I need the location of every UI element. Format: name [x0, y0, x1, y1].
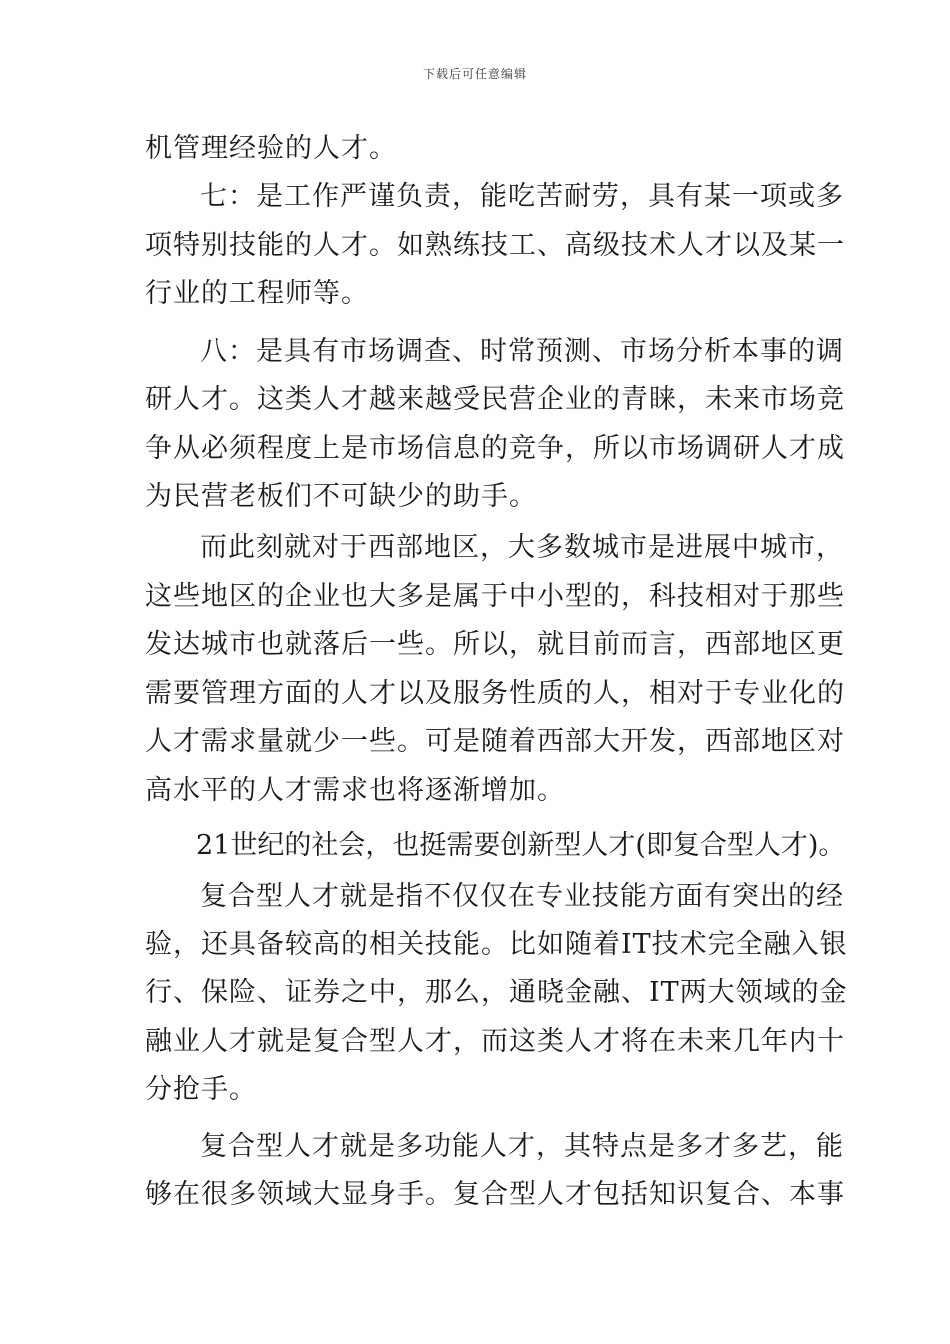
text-line: 行业的工程师等。 — [145, 278, 369, 309]
text-line: 机管理经验的人才。 — [145, 133, 397, 164]
text-line: 为民营老板们不可缺少的助手。 — [145, 481, 537, 512]
text-line: 验，还具备较高的相关技能。比如随着IT技术完全融入银 — [145, 929, 848, 960]
text-line: 21世纪的社会，也挺需要创新型人才(即复合型人才)。 — [196, 830, 846, 861]
text-line: 八：是具有市场调查、时常预测、市场分析本事的调 — [200, 336, 844, 367]
text-line: 人才需求量就少一些。可是随着西部大开发，西部地区对 — [145, 726, 845, 757]
text-line: 研人才。这类人才越来越受民营企业的青睐，未来市场竞 — [145, 384, 845, 415]
text-line: 项特别技能的人才。如熟练技工、高级技术人才以及某一 — [145, 230, 845, 261]
text-line: 复合型人才就是多功能人才，其特点是多才多艺，能 — [200, 1131, 844, 1162]
text-line: 七：是工作严谨负责，能吃苦耐劳，具有某一项或多 — [200, 181, 844, 212]
text-line: 争从必须程度上是市场信息的竞争，所以市场调研人才成 — [145, 433, 845, 464]
page-header: 下载后可任意编辑 — [422, 67, 527, 81]
text-line: 够在很多领域大显身手。复合型人才包括知识复合、本事 — [145, 1179, 845, 1210]
text-line: 高水平的人才需求也将逐渐增加。 — [145, 775, 565, 806]
text-line: 复合型人才就是指不仅仅在专业技能方面有突出的经 — [200, 881, 844, 912]
text-line: 融业人才就是复合型人才，而这类人才将在未来几年内十 — [145, 1026, 845, 1057]
text-line: 发达城市也就落后一些。所以，就目前而言，西部地区更 — [145, 629, 845, 660]
text-line: 这些地区的企业也大多是属于中小型的，科技相对于那些 — [145, 581, 845, 612]
text-line: 需要管理方面的人才以及服务性质的人，相对于专业化的 — [145, 678, 845, 709]
text-line: 而此刻就对于西部地区，大多数城市是进展中城市， — [200, 532, 844, 563]
text-line: 行、保险、证券之中，那么，通晓金融、IT两大领域的金 — [145, 977, 848, 1008]
text-line: 分抢手。 — [145, 1074, 257, 1105]
